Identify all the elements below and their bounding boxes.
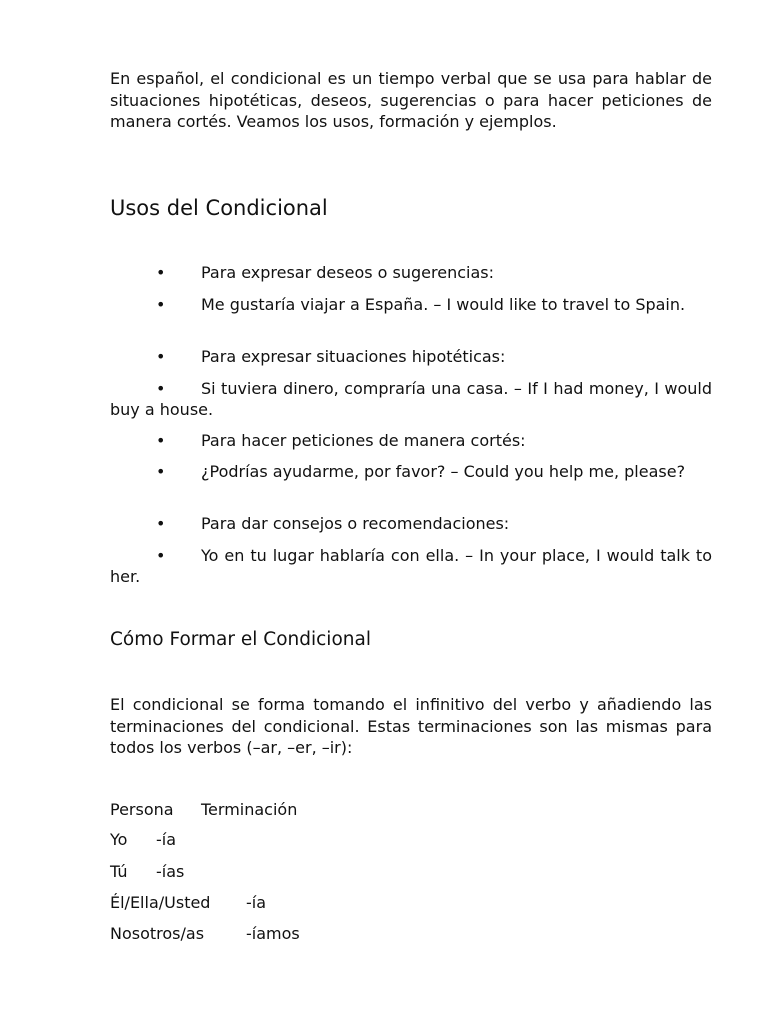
- bullet-icon: •: [156, 514, 166, 533]
- bullet-icon: •: [156, 295, 166, 314]
- bullet-text: Para expresar situaciones hipotéticas:: [201, 347, 506, 366]
- bullet-item: [110, 513, 712, 534]
- bullet-icon: •: [156, 431, 166, 450]
- bullet-icon: •: [156, 263, 166, 282]
- section-heading-formar: Cómo Formar el Condicional: [110, 629, 371, 650]
- table-header-persona: Persona: [110, 800, 174, 819]
- bullet-item: [110, 545, 712, 587]
- table-cell-terminacion: -íamos: [246, 924, 300, 943]
- table-row: [110, 829, 177, 850]
- bullet-icon: •: [156, 379, 166, 398]
- table-cell-terminacion: -ías: [156, 862, 185, 881]
- bullet-item: [110, 294, 712, 315]
- table-row: [110, 923, 300, 944]
- section-heading-usos: Usos del Condicional: [110, 196, 328, 220]
- bullet-item: [110, 430, 712, 451]
- bullet-text: Para hacer peticiones de manera cortés:: [201, 431, 526, 450]
- bullet-text: Para dar consejos o recomendaciones:: [201, 514, 510, 533]
- bullet-text: Yo en tu lugar hablaría con ella. – In your place, I would talk to her.: [110, 546, 712, 586]
- bullet-icon: •: [156, 546, 166, 565]
- table-header-row: [110, 799, 298, 820]
- table-header-terminacion: Terminación: [201, 800, 298, 819]
- formation-paragraph: El condicional se forma tomando el infinitivo del verbo y añadiendo las terminaciones del condicional. Estas terminaciones son las mismas para todos los verbos (–ar, –er, –ir):: [110, 695, 712, 757]
- table-cell-persona: Nosotros/as: [110, 924, 205, 943]
- bullet-item: [110, 378, 712, 420]
- bullet-text: Me gustaría viajar a España. – I would like to travel to Spain.: [201, 295, 686, 314]
- bullet-text: Para expresar deseos o sugerencias:: [201, 263, 494, 282]
- bullet-item: [110, 461, 712, 482]
- bullet-text: Si tuviera dinero, compraría una casa. – If I had money, I would buy a house.: [110, 379, 712, 419]
- bullet-icon: •: [156, 347, 166, 366]
- bullet-icon: •: [156, 462, 166, 481]
- table-cell-persona: Él/Ella/Usted: [110, 893, 211, 912]
- table-row: [110, 892, 267, 913]
- bullet-item: [110, 346, 712, 367]
- table-cell-persona: Tú: [110, 862, 128, 881]
- bullet-item: [110, 262, 712, 283]
- table-cell-terminacion: -ía: [156, 830, 177, 849]
- table-cell-persona: Yo: [110, 830, 128, 849]
- bullet-text: ¿Podrías ayudarme, por favor? – Could you help me, please?: [201, 462, 686, 481]
- table-cell-terminacion: -ía: [246, 893, 267, 912]
- intro-paragraph: En español, el condicional es un tiempo verbal que se usa para hablar de situaciones hipotéticas, deseos, sugerencias o para hacer peticiones de manera cortés. Veamos los usos, formación y ejemplos.: [110, 69, 712, 131]
- table-row: [110, 861, 185, 882]
